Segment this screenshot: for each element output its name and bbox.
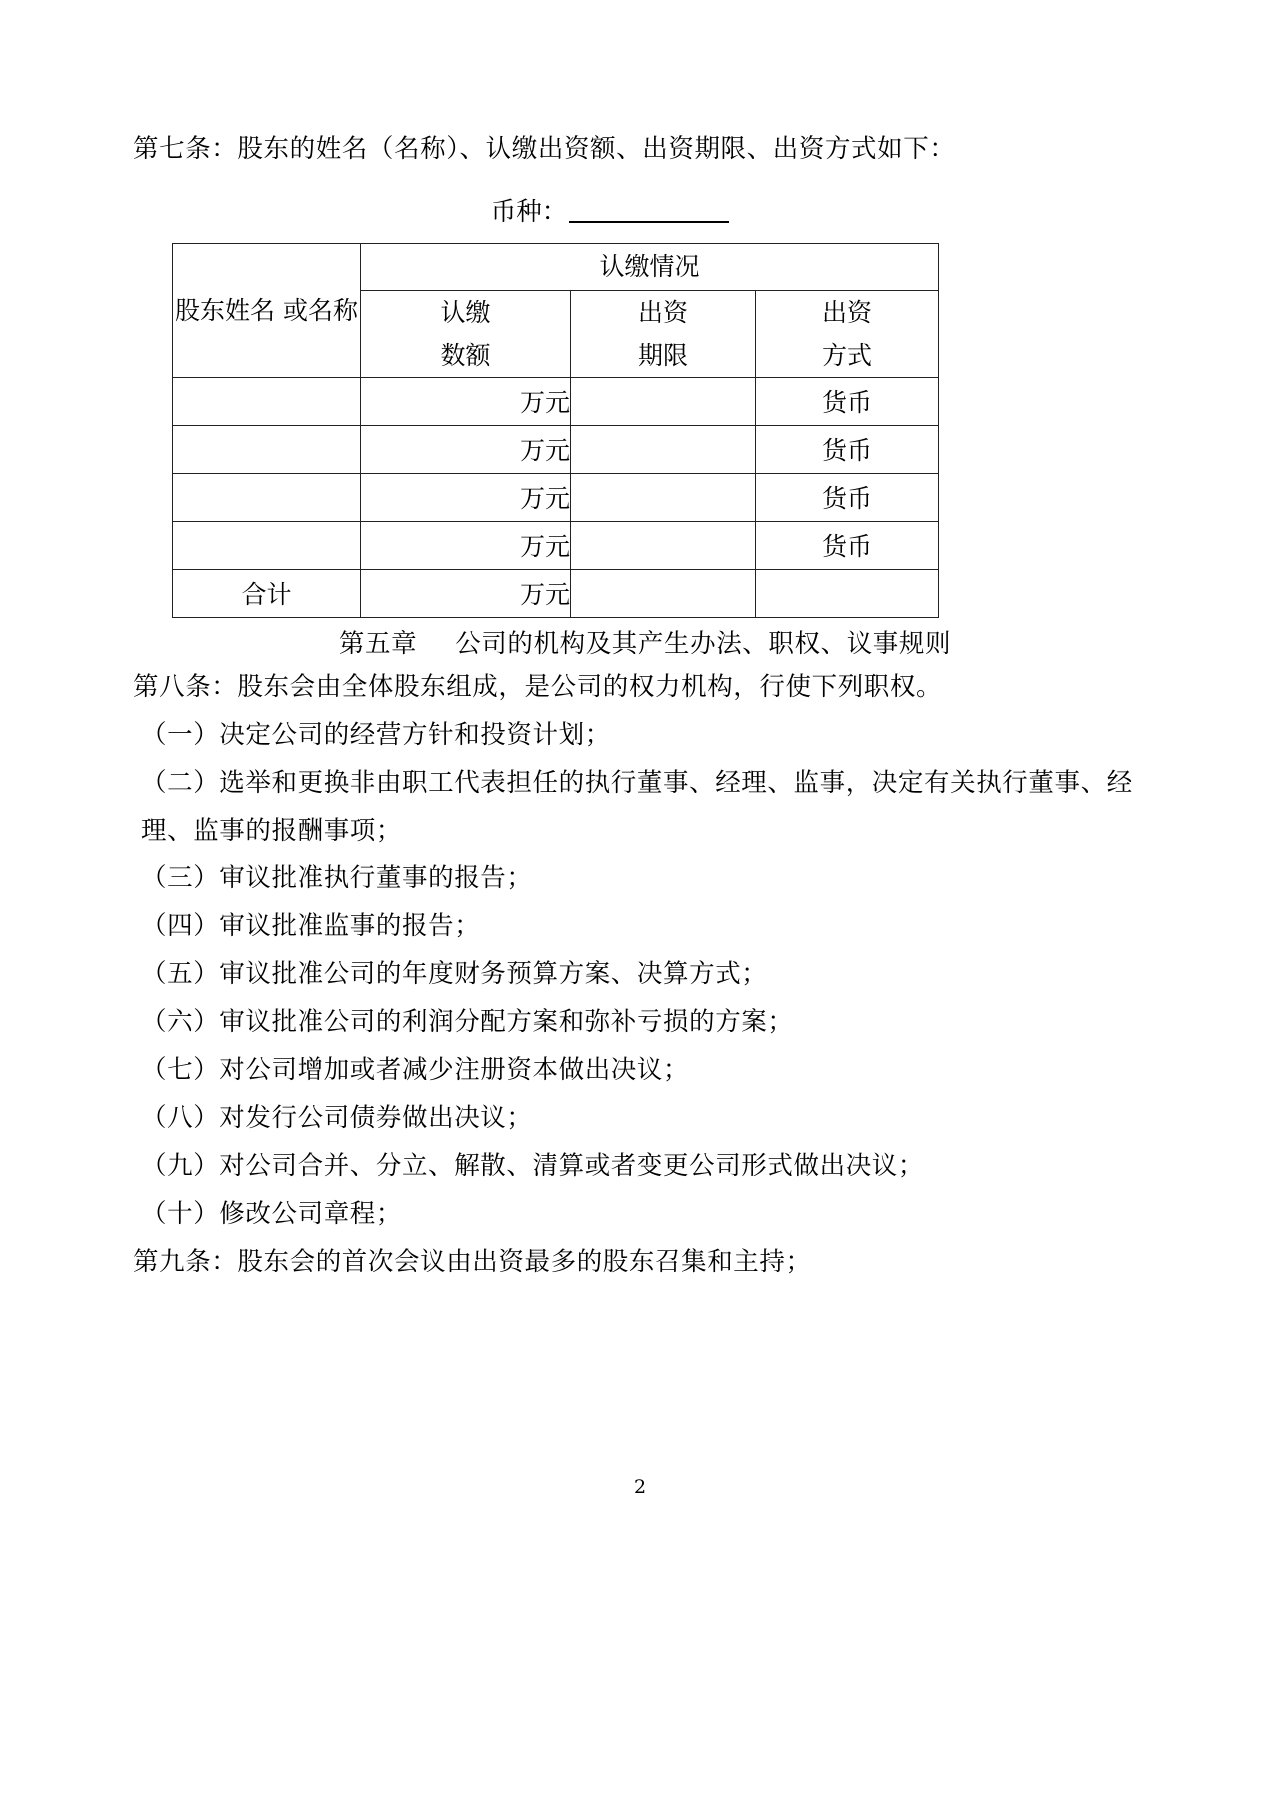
article-eight-item-6: （六）审议批准公司的利润分配方案和弥补亏损的方案；	[141, 1007, 794, 1038]
article-eight-item-2: （二）选举和更换非由职工代表担任的执行董事、经理、监事，决定有关执行董事、经理、监事的报酬事项；	[141, 767, 1133, 846]
article-eight-item-8: （八）对发行公司债券做出决议；	[141, 1103, 533, 1134]
currency-line	[133, 192, 1147, 233]
table-row	[173, 377, 939, 425]
article-seven-paragraph: 第七条：股东的姓名（名称）、认缴出资额、出资期限、出资方式如下：	[133, 134, 956, 164]
cell-shareholder-name[interactable]	[173, 521, 361, 569]
article-eight-item-3: （三）审议批准执行董事的报告；	[141, 863, 533, 894]
cell-contribution-method[interactable]: 货币	[756, 425, 939, 473]
cell-contribution-method[interactable]: 货币	[756, 377, 939, 425]
cell-subscribed-amount[interactable]: 万元	[361, 473, 571, 521]
article-eight-item-4: （四）审议批准监事的报告；	[141, 911, 481, 942]
table-total-row	[173, 569, 939, 617]
chapter-five-heading	[133, 624, 1147, 660]
cell-subscribed-amount[interactable]: 万元	[361, 425, 571, 473]
currency-label: 币种：	[490, 196, 568, 227]
cell-shareholder-name[interactable]	[173, 377, 361, 425]
header-contribution-term	[571, 290, 756, 377]
page-content	[133, 126, 1147, 1287]
table-row	[173, 473, 939, 521]
cell-total-method[interactable]	[756, 569, 939, 617]
chapter-five-title: 公司的机构及其产生办法、职权、议事规则	[455, 628, 952, 659]
table-row	[173, 425, 939, 473]
cell-contribution-term[interactable]	[571, 377, 756, 425]
cell-contribution-term[interactable]	[571, 425, 756, 473]
chapter-five-number: 第五章	[338, 628, 418, 659]
header-contribution-method-line1: 出资	[821, 297, 872, 327]
header-contribution-method	[756, 290, 939, 377]
article-eight-intro: 第八条：股东会由全体股东组成，是公司的权力机构，行使下列职权。	[133, 671, 943, 702]
header-subscribed-amount-line2: 数额	[440, 340, 491, 370]
cell-shareholder-name[interactable]	[173, 473, 361, 521]
article-eight-item-10: （十）修改公司章程；	[141, 1199, 403, 1230]
article-eight-item-5: （五）审议批准公司的年度财务预算方案、决算方式；	[141, 959, 768, 990]
article-eight-item-9: （九）对公司合并、分立、解散、清算或者变更公司形式做出决议；	[141, 1151, 925, 1182]
cell-contribution-term[interactable]	[571, 473, 756, 521]
cell-contribution-term[interactable]	[571, 521, 756, 569]
capital-contribution-table	[172, 243, 939, 618]
header-subscribed-amount-line1: 认缴	[440, 297, 491, 327]
cell-total-term[interactable]	[571, 569, 756, 617]
capital-contribution-table-wrapper	[133, 243, 1147, 618]
cell-subscribed-amount[interactable]: 万元	[361, 377, 571, 425]
header-subscription-group: 认缴情况	[361, 243, 939, 290]
article-eight-item-7: （七）对公司增加或者减少注册资本做出决议；	[141, 1055, 690, 1086]
cell-contribution-method[interactable]: 货币	[756, 473, 939, 521]
header-subscribed-amount	[361, 290, 571, 377]
header-contribution-method-line2: 方式	[821, 340, 872, 370]
article-eight-item-1: （一）决定公司的经营方针和投资计划；	[141, 719, 611, 750]
header-contribution-term-line2: 期限	[637, 340, 688, 370]
cell-contribution-method[interactable]: 货币	[756, 521, 939, 569]
header-shareholder-name	[173, 243, 361, 377]
cell-shareholder-name[interactable]	[173, 425, 361, 473]
header-contribution-term-line1: 出资	[637, 297, 688, 327]
currency-blank-field[interactable]	[569, 221, 729, 223]
page-number: 2	[633, 1476, 647, 1498]
table-header-row-1	[173, 243, 939, 290]
page-footer	[0, 1476, 1280, 1498]
article-nine-paragraph: 第九条：股东会的首次会议由出资最多的股东召集和主持；	[133, 1246, 812, 1277]
table-row	[173, 521, 939, 569]
cell-total-label: 合计	[173, 569, 361, 617]
cell-subscribed-amount[interactable]: 万元	[361, 521, 571, 569]
header-shareholder-name-line1: 股东姓名	[175, 295, 276, 325]
cell-total-amount[interactable]: 万元	[361, 569, 571, 617]
header-shareholder-name-line2: 或名称	[282, 295, 358, 325]
